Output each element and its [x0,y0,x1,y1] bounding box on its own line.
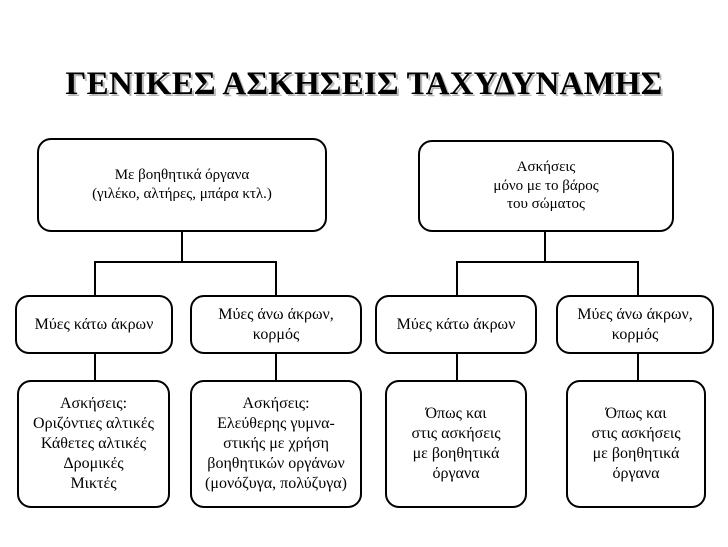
right-lower-exercises-box [385,380,527,508]
left-upper-limbs-line-2: κορμός [252,325,300,343]
right-lower-limbs-label: Μύες κάτω άκρων [396,315,516,333]
left-root-line-2: (γιλέκο, αλτήρες, μπάρα κτλ.) [92,186,272,202]
left-lower-limbs-box [15,295,173,354]
left-root-line-1: Με βοηθητικά όργανα [114,167,250,184]
connector-right-root [544,230,546,262]
right-upper-ex-line-1: Όπως και [605,405,667,422]
left-lower-exercises-box [17,380,170,508]
right-lower-ex-line-3: με βοηθητικά [412,445,500,462]
connector-left-upper-ex [275,352,277,382]
connector-left-lower-ex [94,352,96,382]
right-lower-ex-line-1: Όπως και [425,405,487,422]
right-upper-ex-line-3: με βοηθητικά [592,445,680,462]
right-lower-ex-line-4: όργανα [432,465,480,482]
page-title: ΓΕΝΙΚΕΣ ΑΣΚΗΣΕΙΣ ΤΑΧΥΔΥΝΑΜΗΣ [65,66,663,102]
left-upper-ex-line-2: Ελεύθερης γυμνα- [217,415,335,432]
connector-right-upper-ex [637,352,639,382]
connector-right-upper [637,261,639,297]
left-lower-ex-line-5: Μικτές [70,475,117,492]
right-root-line-1: Ασκήσεις [516,158,576,175]
right-root-line-2: μόνο με το βάρος [493,177,599,194]
right-lower-limbs-box [375,295,537,354]
right-upper-exercises-box [566,380,706,508]
left-upper-ex-line-4: βοηθητικών οργάνων [207,455,345,472]
left-upper-ex-line-5: (μονόζυγα, πολύζυγα) [205,475,347,492]
right-upper-limbs-line-2: κορμός [611,325,659,343]
connector-right-lower-ex [456,352,458,382]
left-upper-limbs-line-1: Μύες άνω άκρων, [218,305,334,323]
right-upper-limbs-box [556,295,714,354]
connector-left-lower [94,261,96,297]
connector-left-root [181,230,183,262]
left-upper-exercises-box [190,380,362,508]
right-lower-ex-line-2: στις ασκήσεις [411,425,501,442]
connector-right-bar [456,261,638,263]
left-lower-ex-line-2: Οριζόντιες αλτικές [33,415,154,432]
left-lower-ex-line-3: Κάθετες αλτικές [40,435,147,452]
left-root-box [37,138,327,232]
left-lower-limbs-label: Μύες κάτω άκρων [34,315,154,333]
connector-right-lower [456,261,458,297]
left-upper-ex-line-3: στικής με χρήση [223,435,329,452]
connector-left-bar [94,261,276,263]
left-lower-ex-line-1: Ασκήσεις: [59,395,128,412]
left-upper-ex-line-1: Ασκήσεις: [242,395,310,412]
right-upper-ex-line-2: στις ασκήσεις [591,425,681,442]
right-root-box [418,140,674,232]
right-upper-limbs-line-1: Μύες άνω άκρων, [577,305,693,323]
left-lower-ex-line-4: Δρομικές [63,455,124,472]
connector-left-upper [275,261,277,297]
left-upper-limbs-box [190,295,362,354]
right-root-line-3: του σώματος [506,196,586,213]
right-upper-ex-line-4: όργανα [612,465,660,482]
